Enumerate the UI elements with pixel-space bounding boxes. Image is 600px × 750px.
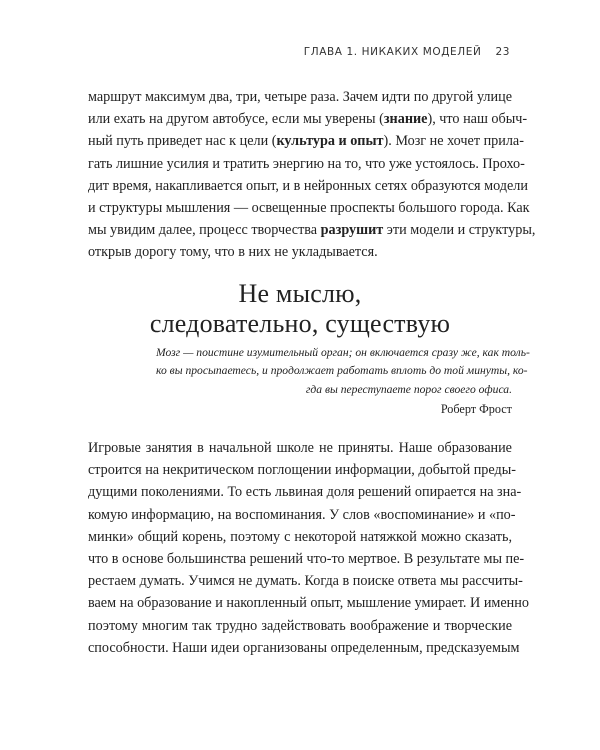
- text-line: или ехать на другом автобусе, если мы уверены (знание), что наш обыч-: [88, 111, 528, 128]
- text-line: минки» общий корень, поэтому с некоторой натяжкой можно сказать,: [88, 528, 512, 545]
- text-line: и структуры мышления — освещенные проспекты большого города. Как: [88, 200, 530, 217]
- bold-term-destroy: разрушит: [320, 222, 384, 239]
- epigraph-line: ко вы просыпаетесь, и продолжает работать вплоть до той минуты, ко-: [156, 364, 528, 378]
- text-line: что в основе большинства решений что-то мертвое. В результате мы пе-: [88, 551, 525, 568]
- text-line: способности. Наши идеи организованы определенным, предсказуемым: [88, 639, 520, 656]
- text-line: ваем на образование и накопленный опыт, мышление умирает. И именно: [88, 595, 529, 612]
- epigraph-line: гда вы переступаете порог своего офиса.: [305, 382, 512, 396]
- text-line: дит время, накапливается опыт, и в нейронных сетях образуются модели: [88, 177, 528, 194]
- bold-term-culture-experience: культура и опыт: [276, 133, 384, 150]
- heading-line-2: следовательно, существую: [149, 309, 451, 338]
- section-heading: [88, 279, 512, 339]
- paragraph-1: [88, 86, 536, 264]
- bold-term-knowledge: знание: [383, 111, 428, 128]
- text-line: дущими поколениями. То есть львиная доля решений опирается на зна-: [88, 484, 522, 501]
- epigraph-author: Роберт Фрост: [440, 402, 512, 416]
- paragraph-2: [88, 437, 529, 659]
- page-number: 23: [495, 46, 510, 58]
- text-line: гать лишние усилия и тратить энергию на то, что уже устоялось. Прохо-: [88, 155, 525, 172]
- chapter-title: ГЛАВА 1. НИКАКИХ МОДЕЛЕЙ: [303, 46, 482, 58]
- text-line: маршрут максимум два, три, четыре раза. Зачем идти по другой улице: [88, 89, 512, 105]
- epigraph: [156, 344, 530, 399]
- text-line: рестаем думать. Учимся не думать. Когда в поиске ответа мы рассчиты-: [88, 573, 523, 590]
- heading-line-1: Не мыслю,: [238, 279, 362, 308]
- running-head: [304, 46, 510, 58]
- text-line: строится на некритическом поглощении информации, добытой преды-: [88, 462, 516, 479]
- text-line: поэтому многим так трудно задействовать воображение и творческие: [88, 617, 512, 634]
- text-line: мы увидим далее, процесс творчества разрушит эти модели и структуры,: [88, 222, 536, 239]
- text-line: комую информацию, на воспоминания. У слов «воспоминание» и «по-: [88, 506, 516, 523]
- epigraph-line: Мозг — поистине изумительный орган; он включается сразу же, как толь-: [156, 346, 530, 359]
- text-line: открыв дорогу тому, что в них не укладывается.: [88, 244, 378, 261]
- text-line: ный путь приведет нас к цели (культура и опыт). Мозг не хочет прила-: [88, 133, 524, 150]
- text-line: Игровые занятия в начальной школе не приняты. Наше образование: [88, 440, 512, 456]
